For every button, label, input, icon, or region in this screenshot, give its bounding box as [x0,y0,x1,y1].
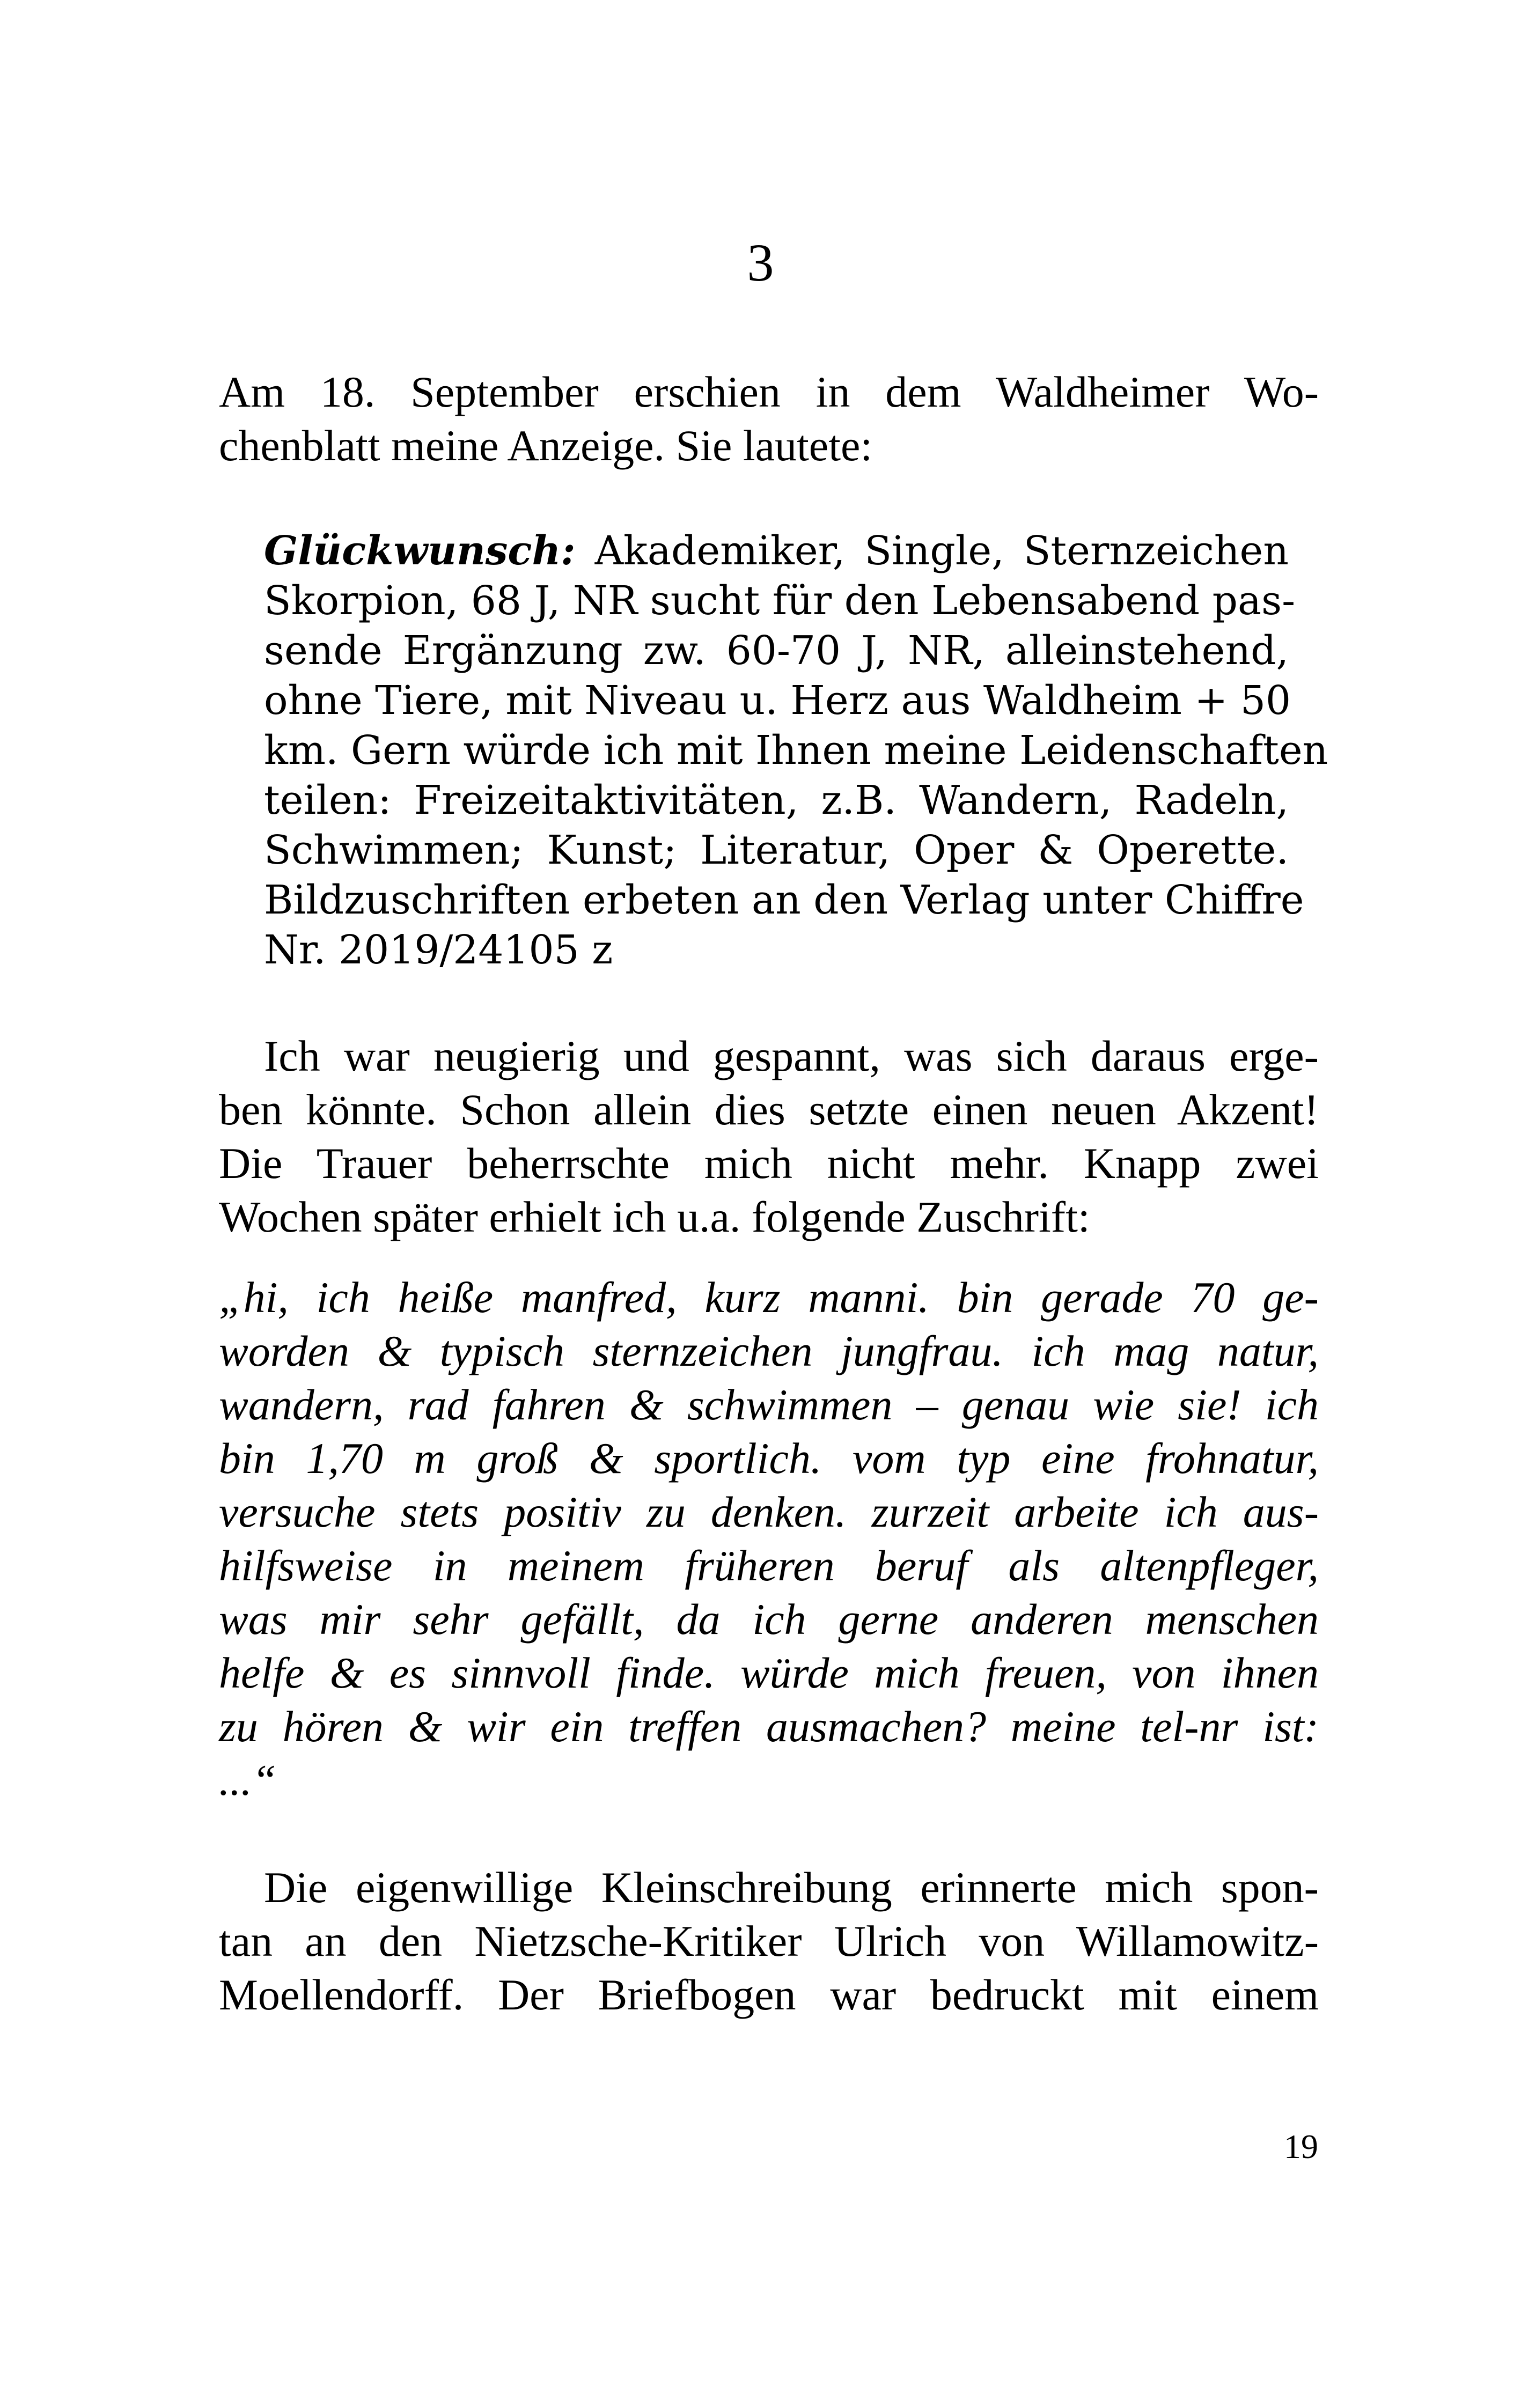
paragraph2-line-3: Moellendorff. Der Briefbogen war bedruckt mit einem [219,1970,1319,2019]
ad-line-9: Nr. 2019/24105 z [264,927,613,973]
letter-line-9: zu hören & wir ein treffen ausmachen? meine tel-nr ist: [219,1702,1319,1751]
intro-line-2: chenblatt meine Anzeige. Sie lautete: [219,421,873,470]
letter-line-7: was mir sehr gefällt, da ich gerne anderen menschen [219,1595,1319,1644]
letter-line-3: wandern, rad fahren & schwimmen – genau wie sie! ich [219,1380,1319,1429]
ad-line-1-rest: Akademiker, Single, Sternzeichen [575,528,1289,574]
ad-line-1 [264,528,1289,574]
ad-line-2: Skorpion, 68 J, NR sucht für den Lebensabend pas- [264,578,1296,624]
letter-line-6: hilfsweise in meinem früheren beruf als altenpfleger, [219,1541,1319,1590]
letter-line-1: „hi, ich heiße manfred, kurz manni. bin gerade 70 ge- [219,1273,1319,1322]
letter-line-4: bin 1,70 m groß & sportlich. vom typ eine frohnatur, [219,1434,1319,1483]
letter-line-10: ...“ [219,1756,277,1805]
letter-line-2: worden & typisch sternzeichen jungfrau. ich mag natur, [219,1327,1319,1375]
intro-line-1: Am 18. September erschien in dem Waldheimer Wo- [219,367,1319,416]
ad-line-7: Schwimmen; Kunst; Literatur, Oper & Operette. [264,827,1289,873]
ad-line-3: sende Ergänzung zw. 60-70 J, NR, alleinstehend, [264,628,1289,674]
ad-line-4: ohne Tiere, mit Niveau u. Herz aus Waldheim + 50 [264,678,1291,724]
ad-line-5: km. Gern würde ich mit Ihnen meine Leidenschaften [264,727,1328,774]
paragraph1-line-1: Ich war neugierig und gespannt, was sich daraus erge- [264,1032,1319,1080]
paragraph1-line-4: Wochen später erhielt ich u.a. folgende Zuschrift: [219,1192,1090,1241]
paragraph1-line-2: ben könnte. Schon allein dies setzte einen neuen Akzent! [219,1085,1319,1134]
chapter-number: 3 [747,233,774,292]
letter-line-5: versuche stets positiv zu denken. zurzeit arbeite ich aus- [219,1487,1319,1536]
letter-line-8: helfe & es sinnvoll finde. würde mich freuen, von ihnen [219,1648,1319,1697]
ad-line-8: Bildzuschriften erbeten an den Verlag unter Chiffre [264,877,1304,923]
paragraph1-line-3: Die Trauer beherrschte mich nicht mehr. Knapp zwei [219,1139,1319,1188]
paragraph2-line-2: tan an den Nietzsche-Kritiker Ulrich von Willamowitz- [219,1917,1319,1965]
ad-line-6: teilen: Freizeitaktivitäten, z.B. Wandern, Radeln, [264,777,1289,823]
ad-keyword: Glückwunsch: [264,528,576,574]
paragraph2-line-1: Die eigenwillige Kleinschreibung erinnerte mich spon- [264,1863,1319,1912]
page-number: 19 [1284,2127,1318,2166]
